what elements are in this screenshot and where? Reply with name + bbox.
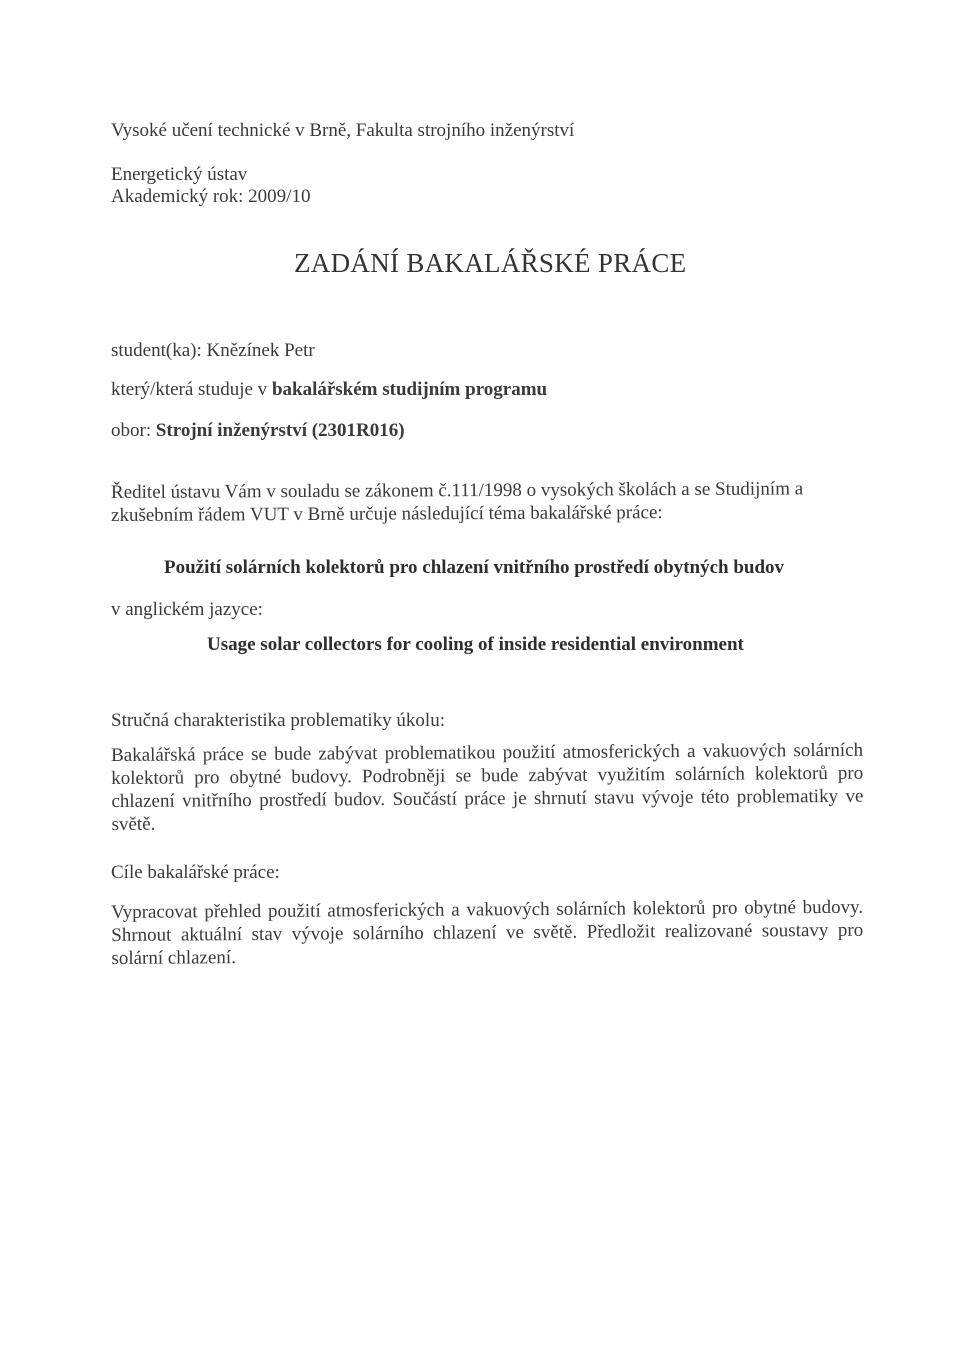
characteristic-heading: Stručná charakteristika problematiky úkolu: — [111, 710, 445, 731]
academic-year-line: Akademický rok: 2009/10 — [111, 186, 311, 207]
field-label: obor: — [111, 420, 152, 441]
assignment-line-2: zkušebním řádem VUT v Brně určuje následující téma bakalářské práce: — [110, 502, 663, 526]
theme-english: Usage solar collectors for cooling of inside residential environment — [207, 634, 744, 655]
goals-heading: Cíle bakalářské práce: — [111, 862, 280, 883]
theme-czech: Použití solárních kolektorů pro chlazení vnitřního prostředí obytných budov — [164, 557, 785, 578]
document-title: ZADÁNÍ BAKALÁŘSKÉ PRÁCE — [294, 248, 687, 278]
institute-line: Energetický ústav — [111, 164, 248, 185]
english-label: v anglickém jazyce: — [111, 599, 263, 620]
characteristic-text: Bakalářská práce se bude zabývat problematikou použití atmosferických a vakuových solárních kolektorů pro obytné budovy. Podrobněji se bude zabývat využitím solárních kolektorů pro chlazení vnitřního prostředí budov. Součástí práce je shrnutí stavu vývoje této problematiky ve světě. — [111, 739, 864, 835]
student-line — [111, 340, 315, 362]
program-name: bakalářském studijním programu — [271, 379, 548, 400]
field-code: (2301R016) — [311, 420, 405, 441]
goals-text: Vypracovat přehled použití atmosferických a vakuových solárních kolektorů pro obytné budovy. Shrnout aktuální stav vývoje solárního chlazení ve světě. Předložit realizované soustavy pro solární chlazení. — [111, 896, 864, 969]
institution-line: Vysoké učení technické v Brně, Fakulta strojního inženýrství — [111, 120, 575, 141]
student-name: Knězínek Petr — [206, 340, 315, 361]
field-line — [111, 420, 405, 442]
field-name: Strojní inženýrství — [155, 420, 307, 441]
assignment-line-1: Ředitel ústavu Vám v souladu se zákonem č.111/1998 o vysokých školách a se Studijním a — [110, 478, 804, 503]
student-label: student(ka): — [111, 340, 202, 361]
program-prefix: který/která studuje v — [111, 379, 268, 400]
program-line — [111, 379, 547, 401]
